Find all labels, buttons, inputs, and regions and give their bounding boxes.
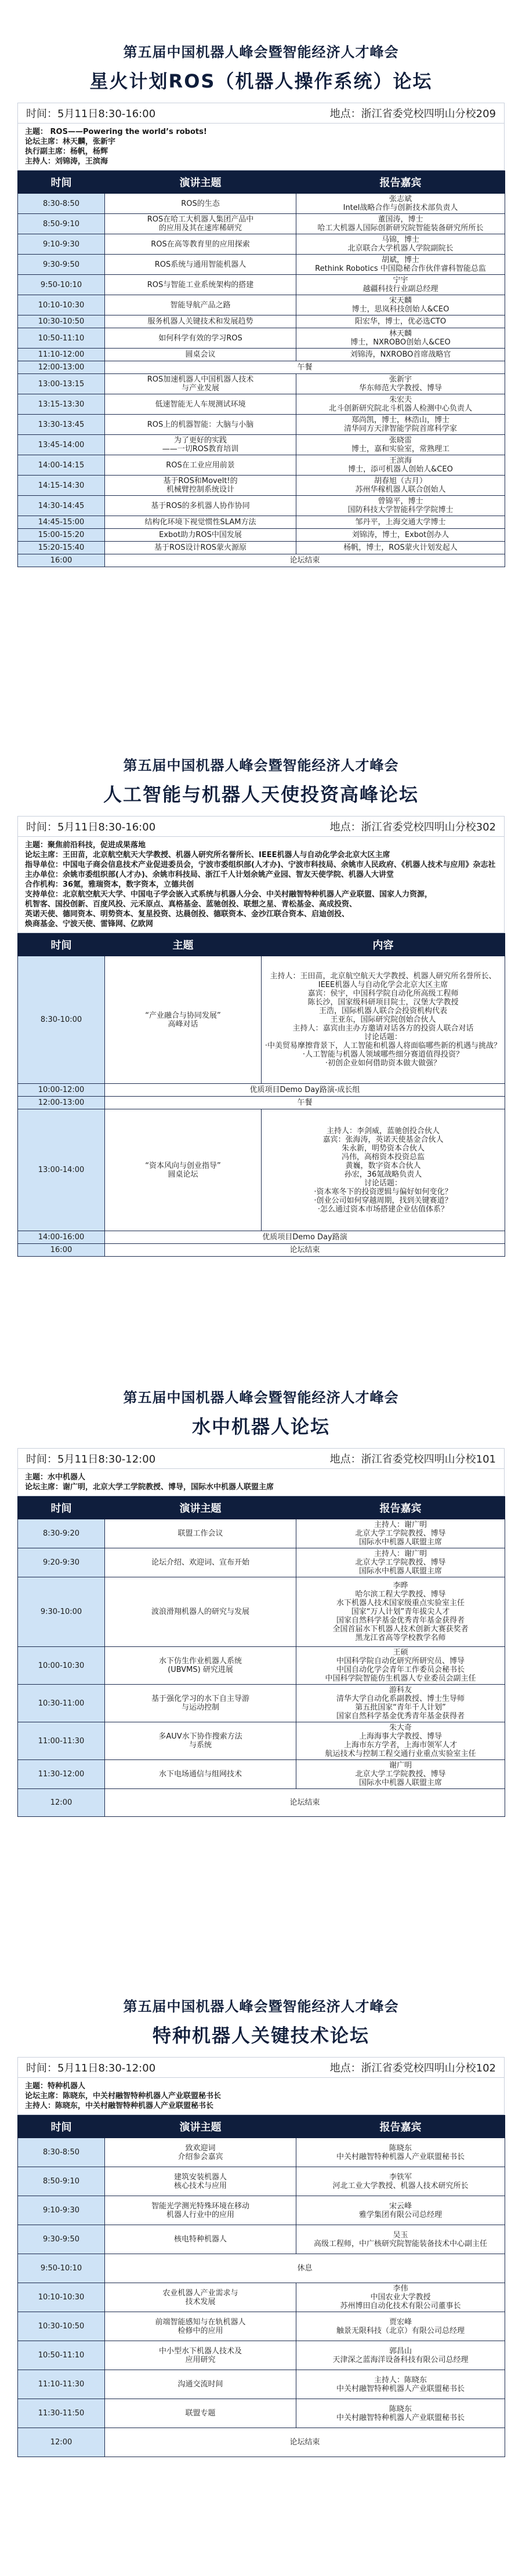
session-speaker: 主持人：陈晓东 中关村融智特种机器人产业联盟秘书长: [296, 2370, 505, 2399]
forum-location: 地点：浙江省委党校四明山分校302: [329, 821, 496, 833]
session-speaker: 主持人：谢广明 北京大学工学院教授、博导 国际水中机器人联盟主席: [296, 1519, 505, 1548]
session-row: [18, 1109, 505, 1231]
session-row: [18, 255, 505, 275]
schedule-table: [17, 1496, 505, 1817]
session-speaker: 谢广明 北京大学工学院教授、博导 国际水中机器人联盟主席: [296, 1760, 505, 1789]
host-line: 论坛主席：王田苗，北京航空航天大学教授、机器人研究所名誉所长、IEEE机器人与自动化学会北京大区主席: [25, 851, 390, 859]
session-topic: 沟通交流时间: [105, 2370, 296, 2399]
session-time: 13:00-13:15: [18, 374, 105, 394]
session-row: [18, 349, 505, 361]
host-line: 论坛主席：陈晓东，中关村融智特种机器人产业联盟秘书长: [25, 2092, 222, 2100]
forum-location: 地点：浙江省委党校四明山分校209: [329, 108, 496, 120]
session-row: [18, 496, 505, 516]
forum-header: [0, 0, 522, 93]
forum-host-info: [17, 837, 505, 933]
session-topic: 服务机器人关键技术和发展趋势: [105, 315, 296, 328]
session-row: [18, 1647, 505, 1685]
session-topic: ROS加速机器人中国机器人技术 与产业发展: [105, 374, 296, 394]
session-time: 14:45-15:00: [18, 516, 105, 529]
session-time: 14:15-14:30: [18, 476, 105, 496]
session-time: 10:30-10:50: [18, 315, 105, 328]
session-time: 8:50-9:10: [18, 2167, 105, 2196]
session-topic: 建筑安装机器人 核心技术与应用: [105, 2167, 296, 2196]
session-time: 9:50-10:10: [18, 275, 105, 295]
break-row: [18, 1231, 505, 1244]
info-bar: [17, 1448, 505, 1469]
session-row: [18, 374, 505, 394]
session-speaker: 阳宏华，博士，优必选CTO: [296, 315, 505, 328]
table-header-row: [18, 2116, 505, 2138]
session-note: 论坛结束: [105, 1789, 505, 1817]
host-line: 论坛主席：林天麟，张新宇: [25, 137, 116, 146]
session-row: [18, 315, 505, 328]
session-topic: 多AUV水下协作搜索方法 与系统: [105, 1722, 296, 1760]
session-row: [18, 956, 505, 1084]
schedule-table: [17, 933, 505, 1257]
session-topic: ROS在哈工大机器人集团产品中 的应用及其在速库稀研究: [105, 214, 296, 234]
session-speaker: 李晔 哈尔滨工程大学教授、博导 水下机器人技术国家级重点实验室主任 国家“万人计划”青年拔尖人才 国家自然科学基金优秀青年基金获得者 全国首届水下机器人技术创新大赛获奖者 黑龙江省高等学校教学名师: [296, 1577, 505, 1647]
session-topic: 中小型水下机器人技术及 应用研究: [105, 2341, 296, 2370]
session-time: 15:20-15:40: [18, 542, 105, 554]
host-line: 英诺天使、德同资本、明势资本、复星投资、达晨创投、德联资本、金沙江联合资本、启迪创投、: [25, 910, 350, 919]
session-topic: Exbot助力ROS中国发展: [105, 529, 296, 542]
session-time: 11:30-11:50: [18, 2399, 105, 2428]
forum-title: 水中机器人论坛: [191, 1416, 330, 1438]
forum-title: 特种机器人关键技术论坛: [152, 2024, 369, 2047]
session-topic: 为了更好的实践 ——一切ROS教育培训: [105, 435, 296, 455]
forum-time: 时间：5月11日8:30-16:00: [26, 821, 156, 833]
session-row: [18, 2225, 505, 2254]
session-row: [18, 234, 505, 255]
session-row: [18, 1685, 505, 1722]
host-line: 主题： ROS——Powering the world’s robots!: [25, 128, 207, 136]
session-time: 10:30-10:50: [18, 2312, 105, 2341]
session-speaker: 胡春旭（古月） 苏州华稼机器人联合创始人: [296, 476, 505, 496]
session-time: 14:00-16:00: [18, 1231, 105, 1244]
session-speaker: 张新宇 华东师范大学教授、博导: [296, 374, 505, 394]
session-time: 12:00-13:00: [18, 361, 105, 374]
session-time: 12:00-13:00: [18, 1097, 105, 1109]
session-time: 16:00: [18, 1244, 105, 1257]
schedule-table: [17, 2115, 505, 2457]
session-note: 论坛结束: [105, 2428, 505, 2457]
session-row: [18, 2283, 505, 2312]
schedule-table: [17, 170, 505, 567]
host-line: 主持人：陈晓东，中关村融智特种机器人产业联盟秘书长: [25, 2102, 214, 2110]
forum-ros: [0, 0, 522, 567]
session-topic: 前端智能感知与在轨机器人 检修中的应用: [105, 2312, 296, 2341]
session-time: 14:00-14:15: [18, 455, 105, 476]
session-topic: 如何科学有效的学习ROS: [105, 328, 296, 349]
session-speaker: 宋天麟 博士，思岚科技创始人&CEO: [296, 295, 505, 315]
session-row: [18, 2196, 505, 2225]
column-header: 时间: [18, 1497, 105, 1519]
column-header: 时间: [18, 934, 105, 956]
host-line: 机智客、国投创新、百度风投、元禾原点、真格基金、蓝驰创投、联想之星、青松基金、高成投资、: [25, 900, 357, 909]
session-speaker: 朱大奇 上海海事大学教授、博导 上海市东方学者，上海市领军人才 航运技术与控制工程交通行业重点实验室主任: [296, 1722, 505, 1760]
session-topic: ROS与智能工业系统架构的搭建: [105, 275, 296, 295]
session-row: [18, 1722, 505, 1760]
column-header: 报告嘉宾: [296, 171, 505, 194]
session-note: 午餐: [105, 361, 505, 374]
session-row: [18, 1519, 505, 1548]
session-row: [18, 2341, 505, 2370]
forum-title: 人工智能与机器人天使投资高峰论坛: [103, 783, 419, 806]
session-time: 12:00: [18, 1789, 105, 1817]
summit-title: 第五届中国机器人峰会暨智能经济人才峰会: [123, 44, 399, 60]
host-line: 指导单位：中国电子商会信息技术产业促进委员会，宁波市委组织部(人才办)、宁波市科技局、余姚市人民政府、《机器人技术与应用》杂志社: [25, 861, 496, 869]
session-topic: 基于ROS和Movelt!的 机械臂控制系统设计: [105, 476, 296, 496]
session-time: 13:00-14:00: [18, 1109, 105, 1231]
session-time: 9:30-10:00: [18, 1577, 105, 1647]
session-note: 优质项目Demo Day路演-成长组: [105, 1084, 505, 1097]
session-row: [18, 476, 505, 496]
session-speaker: 曾锦平，博士 国防科技大学智能科学学院博士: [296, 496, 505, 516]
forum-host-info: [17, 1469, 505, 1496]
session-row: [18, 455, 505, 476]
session-topic: 基于ROS设计ROS蒙火源原: [105, 542, 296, 554]
session-row: [18, 2370, 505, 2399]
session-speaker: 胡斌，博士 Rethink Robotics 中国隐秘合作伙伴睿科智能总监: [296, 255, 505, 275]
session-time: 15:00-15:20: [18, 529, 105, 542]
session-time: 10:00-10:30: [18, 1647, 105, 1685]
session-speaker: 马锦，博士 北京联合大学机器人学院副院长: [296, 234, 505, 255]
forum-time: 时间：5月11日8:30-12:00: [26, 1453, 156, 1465]
session-speaker: 李伟 中国农业大学教授 苏州博田自动化技术有限公司董事长: [296, 2283, 505, 2312]
session-time: 13:30-13:45: [18, 415, 105, 435]
session-topic: 低速智能无人车规测试环境: [105, 394, 296, 415]
host-line: 主办单位：余姚市委组织部(人才办)、余姚市科技局、浙江千人计划余姚产业园、智友天使学院、机器人大讲堂: [25, 870, 394, 879]
column-header: 报告嘉宾: [296, 2116, 505, 2138]
session-content: 主持人：李剑威，蓝驰创投合伙人 嘉宾：张海涛，英诺天使基金合伙人 朱永新，明势资本合伙人 冯伟，高榕资本投资总监 黄巍，数字资本合伙人 孙宏，36氪战略负责人 讨论话题： ·资本寒冬下的投资逻辑与偏好如何变化？ ·创业公司如何穿越周期，找到关键赛道？ ·怎么通过资本市场搭建企业估值体系？: [262, 1109, 505, 1231]
column-header: 演讲主题: [105, 1497, 296, 1519]
session-time: 8:30-8:50: [18, 194, 105, 214]
column-header: 内容: [262, 934, 505, 956]
session-note: 午餐: [105, 1097, 505, 1109]
session-row: [18, 415, 505, 435]
table-header-row: [18, 1497, 505, 1519]
table-header-row: [18, 171, 505, 194]
session-speaker: 郑尚凯，博士，林浩山，博士 清华同方天津智能学院首席科学家: [296, 415, 505, 435]
session-topic: ROS在工业应用前景: [105, 455, 296, 476]
info-bar: [17, 2057, 505, 2078]
session-topic: 联盟专题: [105, 2399, 296, 2428]
session-speaker: 宁宇 越疆科技行业副总经理: [296, 275, 505, 295]
host-line: 论坛主席：谢广明，北京大学工学院教授、博导，国际水中机器人联盟主席: [25, 1483, 274, 1492]
session-time: 13:15-13:30: [18, 394, 105, 415]
session-content: 主持人：王田苗，北京航空航天大学教授、机器人研究所名誉所长、IEEE机器人与自动化学会北京大区主席 嘉宾：侯宇，中国科学院自动化所高级工程师 陈长沙，国家级科研项目院士，汉堡大学教授 王浩，国际机器人联合会投资机构代表 王亚东，国际研究院创始合伙人 主持人：嘉宾由主办方邀请对话各方的投资人联合对话 讨论话题： ·中美贸易摩擦背景下，人工智能和机器人将面临哪些新的机遇与挑战？ ·人工智能与机器人领域哪些细分赛道值得投资？ ·初创企业如何借助资本做大做强？: [262, 956, 505, 1084]
forum-location: 地点：浙江省委党校四明山分校102: [329, 2062, 496, 2074]
forum-host-info: [17, 2078, 505, 2115]
break-row: [18, 554, 505, 567]
forum-special-robots: [0, 1954, 522, 2457]
table-header-row: [18, 934, 505, 956]
session-speaker: 陈晓东 中关村融智特种机器人产业联盟秘书长: [296, 2399, 505, 2428]
session-row: [18, 516, 505, 529]
session-topic: 基于ROS的多机器人协作协同: [105, 496, 296, 516]
break-row: [18, 1789, 505, 1817]
session-time: 12:00: [18, 2428, 105, 2457]
session-topic: 基于强化学习的水下自主导游 与运动控制: [105, 1685, 296, 1722]
session-time: 10:50-11:10: [18, 2341, 105, 2370]
host-line: 合作机构：36氪，雅瑞资本，数字资本，立德共创: [25, 880, 194, 889]
break-row: [18, 1084, 505, 1097]
session-note: 论坛结束: [105, 1244, 505, 1257]
summit-title: 第五届中国机器人峰会暨智能经济人才峰会: [123, 1998, 399, 2015]
session-time: 11:10-12:00: [18, 349, 105, 361]
session-time: 8:30-10:00: [18, 956, 105, 1084]
host-line: 支持单位：北京航空航天大学、中国电子学会嵌入式系统与机器人分会、中关村融智特种机器人产业联盟、国家人力资源，: [25, 890, 433, 899]
session-speaker: 刘锦涛，博士，Exbot创办人: [296, 529, 505, 542]
session-topic: ROS上的机器智能：大脑与小脑: [105, 415, 296, 435]
forum-host-info: [17, 124, 505, 170]
session-speaker: 郭昌山 天津深之蓝海洋设备科技有限公司总经理: [296, 2341, 505, 2370]
host-line: 执行副主席：杨帆，杨辉: [25, 147, 108, 156]
host-line: 焕商基金、宁波天使、雷锋网、亿欧网: [25, 920, 154, 928]
session-speaker: 张志斌 Intel战略合作与创新技术部负责人: [296, 194, 505, 214]
session-topic: 水下电场通信与组网技术: [105, 1760, 296, 1789]
session-topic: 致欢迎词 介绍参会嘉宾: [105, 2138, 296, 2167]
session-speaker: 主持人：谢广明 北京大学工学院教授、博导 国际水中机器人联盟主席: [296, 1548, 505, 1577]
session-time: 13:45-14:00: [18, 435, 105, 455]
session-time: 10:10-10:30: [18, 2283, 105, 2312]
summit-title: 第五届中国机器人峰会暨智能经济人才峰会: [123, 1389, 399, 1406]
column-header: 报告嘉宾: [296, 1497, 505, 1519]
session-topic: 核电特种机器人: [105, 2225, 296, 2254]
break-row: [18, 361, 505, 374]
session-time: 11:00-11:30: [18, 1722, 105, 1760]
session-topic: ROS系统与通用智能机器人: [105, 255, 296, 275]
host-line: 主题：聚焦前沿科技，促进成果落地: [25, 841, 146, 850]
session-speaker: 邹丹平，上海交通大学博士: [296, 516, 505, 529]
forum-header: [0, 1345, 522, 1439]
forum-header: [0, 713, 522, 807]
session-row: [18, 529, 505, 542]
summit-title: 第五届中国机器人峰会暨智能经济人才峰会: [123, 757, 399, 774]
session-topic: 农业机器人产业需求与 技术发展: [105, 2283, 296, 2312]
session-time: 9:10-9:30: [18, 234, 105, 255]
session-time: 9:10-9:30: [18, 2196, 105, 2225]
info-bar: [17, 816, 505, 837]
session-time: 8:30-8:50: [18, 2138, 105, 2167]
forum-time: 时间：5月11日8:30-12:00: [26, 2062, 156, 2074]
break-row: [18, 2254, 505, 2283]
session-time: 11:30-12:00: [18, 1760, 105, 1789]
session-topic: 联盟工作会议: [105, 1519, 296, 1548]
session-time: 9:50-10:10: [18, 2254, 105, 2283]
session-row: [18, 394, 505, 415]
session-speaker: 杨帆，博士，ROS蒙火计划发起人: [296, 542, 505, 554]
session-time: 9:30-9:50: [18, 2225, 105, 2254]
session-topic: 智能光学测光特殊环境在移动 机器人行业中的应用: [105, 2196, 296, 2225]
session-row: [18, 328, 505, 349]
session-time: 10:50-11:10: [18, 328, 105, 349]
session-speaker: 王滨海 博士，添可机器人创始人&CEO: [296, 455, 505, 476]
session-row: [18, 214, 505, 234]
column-header: 演讲主题: [105, 2116, 296, 2138]
session-time: 10:00-12:00: [18, 1084, 105, 1097]
session-speaker: 朱宏夫 北斗创新研究院北斗机器人检测中心负责人: [296, 394, 505, 415]
session-time: 10:10-10:30: [18, 295, 105, 315]
session-row: [18, 1760, 505, 1789]
session-speaker: 陈晓东 中关村融智特种机器人产业联盟秘书长: [296, 2138, 505, 2167]
session-speaker: 林天麟 博士，NXROBO创始人&CEO: [296, 328, 505, 349]
session-speaker: 贾宏峰 触景无限科技（北京）有限公司总经理: [296, 2312, 505, 2341]
session-topic: 结构化环境下视觉惯性SLAM方法: [105, 516, 296, 529]
column-header: 时间: [18, 2116, 105, 2138]
session-time: 8:50-9:10: [18, 214, 105, 234]
forum-location: 地点：浙江省委党校四明山分校101: [329, 1453, 496, 1465]
forum-underwater-robots: [0, 1345, 522, 1817]
info-bar: [17, 103, 505, 124]
session-topic: ROS的生态: [105, 194, 296, 214]
session-row: [18, 2312, 505, 2341]
break-row: [18, 1244, 505, 1257]
session-speaker: 刘锦涛，NXROBO首席战略官: [296, 349, 505, 361]
forum-time: 时间：5月11日8:30-16:00: [26, 108, 156, 120]
session-topic: 论坛介绍、欢迎词、宣布开始: [105, 1548, 296, 1577]
session-time: 8:30-9:20: [18, 1519, 105, 1548]
session-time: 9:30-9:50: [18, 255, 105, 275]
session-time: 14:30-14:45: [18, 496, 105, 516]
session-topic: 圆桌会议: [105, 349, 296, 361]
session-row: [18, 435, 505, 455]
session-topic: 智能导航产品之路: [105, 295, 296, 315]
column-header: 时间: [18, 171, 105, 194]
session-speaker: 李铁军 河北工业大学教授、机器人技术研究所长: [296, 2167, 505, 2196]
column-header: 主题: [105, 934, 262, 956]
session-topic: “资本风向与创业指导” 圆桌论坛: [105, 1109, 262, 1231]
session-note: 论坛结束: [105, 554, 505, 567]
session-row: [18, 2167, 505, 2196]
forum-header: [0, 1954, 522, 2048]
session-topic: 波浪滑翔机器人的研究与发展: [105, 1577, 296, 1647]
session-speaker: 王硕 中国科学院自动化研究所研究员、博导 中国自动化学会青年工作委员会秘书长 中国科学院智能仿生机器人专业委员会副主任: [296, 1647, 505, 1685]
session-row: [18, 295, 505, 315]
host-line: 主持人：刘锦涛，王滨海: [25, 157, 108, 166]
session-speaker: 张晓雷 博士，嘉和实验室，常熟理工: [296, 435, 505, 455]
session-row: [18, 2138, 505, 2167]
session-row: [18, 2399, 505, 2428]
host-line: 主题：特种机器人: [25, 2082, 86, 2091]
session-time: 9:20-9:30: [18, 1548, 105, 1577]
session-row: [18, 1548, 505, 1577]
break-row: [18, 1097, 505, 1109]
forum-title: 星火计划ROS（机器人操作系统）论坛: [89, 70, 433, 92]
session-note: 休息: [105, 2254, 505, 2283]
forum-angel-investment: [0, 713, 522, 1257]
break-row: [18, 2428, 505, 2457]
session-speaker: 董国涛，博士 哈工大机器人国际创新研究院智能装备研究所所长: [296, 214, 505, 234]
session-topic: ROS在高等教育里的应用探索: [105, 234, 296, 255]
column-header: 演讲主题: [105, 171, 296, 194]
session-row: [18, 194, 505, 214]
session-note: 优质项目Demo Day路演: [105, 1231, 505, 1244]
session-time: 16:00: [18, 554, 105, 567]
session-topic: “产业融合与协同发展” 高峰对话: [105, 956, 262, 1084]
host-line: 主题：水中机器人: [25, 1473, 86, 1482]
session-topic: 水下仿生作业机器人系统 (UBVMS) 研究进展: [105, 1647, 296, 1685]
session-time: 10:30-11:00: [18, 1685, 105, 1722]
session-speaker: 宋云峰 雅学集团有限公司总经理: [296, 2196, 505, 2225]
session-row: [18, 275, 505, 295]
session-speaker: 游科友 清华大学自动化系副教授、博士生导师 第五批国家“青年千人计划” 国家自然科学基金优秀青年基金获得者: [296, 1685, 505, 1722]
session-row: [18, 542, 505, 554]
session-row: [18, 1577, 505, 1647]
session-speaker: 吴玉 高级工程师，中广核研究院智能装备技术中心副主任: [296, 2225, 505, 2254]
session-time: 11:10-11:30: [18, 2370, 105, 2399]
